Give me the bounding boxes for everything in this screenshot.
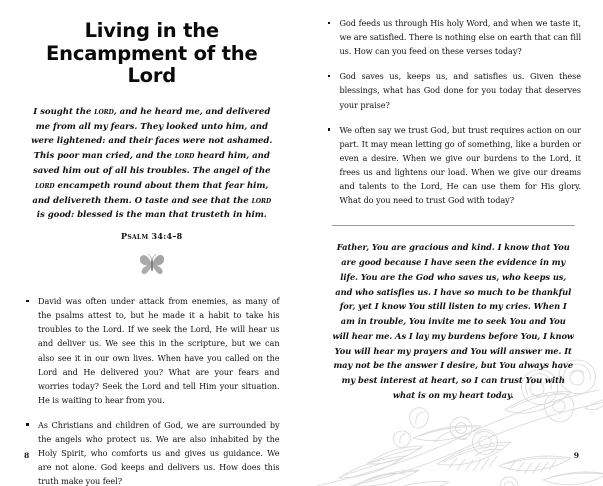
scripture-passage xyxy=(28,105,276,223)
scripture-text-1: I sought the xyxy=(33,106,95,117)
list-item xyxy=(24,418,280,486)
prayer-text: Father, You are gracious and kind. I know that You are good because I have seen the evidence in my life. You are the God who saves us, who keeps us, and who satisfies us. I have so much to be thankful for, yet I know You still listen to my cries. When I am in trouble, You invite me to seek You and You will hear me. As I lay my burdens before You, I know You will hear my prayers and You will answer me. It may not be the answer I desire, but You always have my best interest at heart, so I can trust You with what is on my heart today. xyxy=(332,242,575,400)
list-item-text: God saves us, keeps us, and satisfies us. Given these blessings, what has God done for you today that deserves your praise? xyxy=(339,71,581,110)
bullet-marker xyxy=(328,128,331,131)
butterfly-icon xyxy=(137,252,167,278)
page-number-left: 8 xyxy=(24,451,30,460)
divine-name-lord-3: lord xyxy=(35,180,55,191)
scripture-text-5: is good: blessed is the man that trusteth in him. xyxy=(36,210,267,221)
list-item xyxy=(24,294,280,407)
bullet-marker xyxy=(26,300,29,303)
scripture-text-4: encampeth round about them that fear him, and delivereth them. O taste and see that the xyxy=(32,180,269,206)
butterfly-ornament xyxy=(24,250,280,280)
divine-name-lord-4: lord xyxy=(251,195,272,206)
reflection-list-left xyxy=(24,294,280,486)
list-item-text: We often say we trust God, but trust requires action on our part. It may mean letting go of something, like a burden or even a desire. When we give our burdens to the Lord, it frees us and lightens our load. When we give our dreams and talents to the Lord, He can use them for His glory. What do you need to trust God with today? xyxy=(339,124,581,206)
divine-name-lord-1: lord xyxy=(94,106,114,117)
bullet-marker xyxy=(328,75,331,78)
bullet-marker xyxy=(26,423,29,426)
list-item-text: As Christians and children of God, we are surrounded by the angels who protect us. We are also inhabited by the Holy Spirit, who comforts us and gives us guidance. We are not alone. God keeps and delivers us. How does this truth make you feel? xyxy=(38,419,280,486)
scripture-citation: Psalm 34:4–8 xyxy=(121,231,183,242)
bullet-marker xyxy=(328,22,331,25)
scripture-text-3: heard him, and saved him out of all his troubles. The angel of the xyxy=(32,151,271,176)
divine-name-lord-2: lord xyxy=(174,151,195,162)
list-item xyxy=(326,123,582,208)
section-divider xyxy=(332,225,576,226)
list-item-text: David was often under attack from enemies, as many of the psalms attest to, but he made it a habit to take his troubles to the Lord. If we seek the Lord, He will hear us and deliver us. We see this in the scripture, but we can also see it in our own lives. When have you called on the Lord and He delivered you? What are your fears and worries today? Seek the Lord and tell Him your situation. He is waiting to hear from you. xyxy=(38,296,280,405)
list-item-text: God feeds us through His holy Word, and when we taste it, we are satisfied. There is nothing else on earth that can fill us. How can you feed on these verses today? xyxy=(339,18,581,57)
list-item xyxy=(326,69,582,111)
page-title: Living in the Encampment of the Lord xyxy=(46,19,258,88)
list-item xyxy=(326,16,582,58)
page-number-right: 9 xyxy=(573,451,579,460)
scripture-text-2: , and he heard me, and delivered me from all my fears. They looked unto him, and were lightened: and their faces were not ashamed. This poor man cried, and the xyxy=(31,106,273,162)
right-page xyxy=(302,0,603,486)
reflection-list-right xyxy=(326,16,582,207)
